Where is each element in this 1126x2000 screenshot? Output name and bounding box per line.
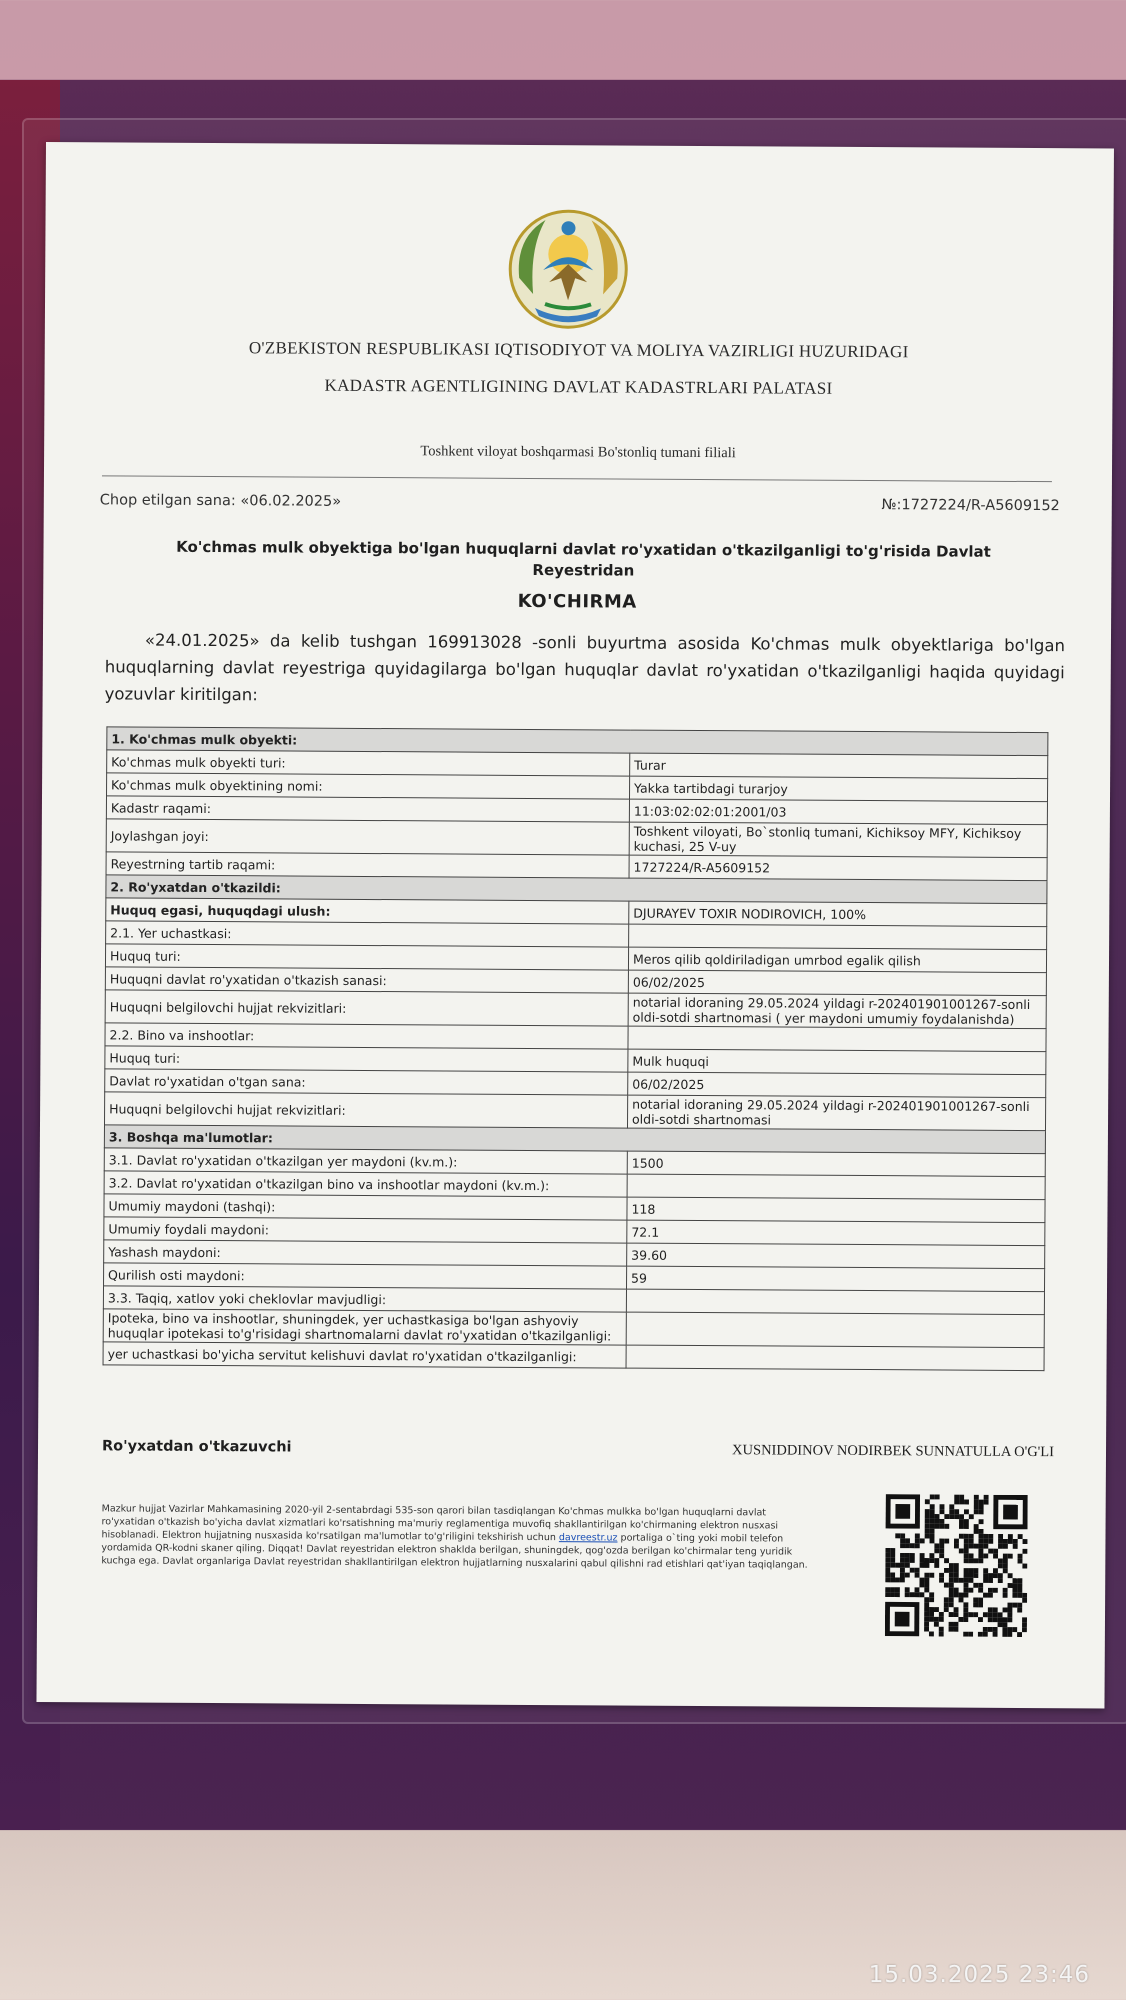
photo-timestamp: 15.03.2025 23:46 xyxy=(868,1962,1090,1988)
row-value: notarial idoraning 29.05.2024 yildagi r-202401901001267-sonli oldi-sotdi shartnomasi xyxy=(627,1095,1045,1131)
row-value: Toshkent viloyati, Bo`stonliq tumani, Kichiksoy MFY, Kichiksoy kuchasi, 25 V-uy xyxy=(629,822,1047,858)
row-value: 1727224/R-A5609152 xyxy=(629,855,1047,881)
state-emblem-icon xyxy=(505,208,632,331)
row-value xyxy=(627,1174,1045,1200)
row-label: 2.2. Bino va inshootlar: xyxy=(105,1023,628,1049)
branch-name: Toshkent viloyat boshqarmasi Bo'stonliq tumani filiali xyxy=(420,443,736,462)
row-value: Meros qilib qoldiriladigan umrbod egalik qilish xyxy=(628,947,1046,973)
intro-text: «24.01.2025» da kelib tushgan 169913028 -sonli buyurtma asosida Ko'chmas mulk obyektlariga bo'lgan huquqlarning davlat reyestriga quyidagilarga bo'lgan huquqlar davlat ro'yxatidan o'tkazilganligi haqida quyidagi yozuvlar kiritilgan: xyxy=(104,630,1065,705)
row-label: Joylashgan joyi: xyxy=(106,819,629,855)
row-label: Davlat ro'yxatidan o'tgan sana: xyxy=(105,1069,628,1095)
divider xyxy=(102,475,1052,482)
row-label: Umumiy maydoni (tashqi): xyxy=(104,1194,627,1220)
header-chamber: KADASTR AGENTLIGINING DAVLAT KADASTRLARI PALATASI xyxy=(324,375,833,398)
document-paper xyxy=(36,142,1114,1708)
signer-label: Ro'yxatdan o'tkazuvchi xyxy=(101,1438,292,1456)
row-label: Huquq egasi, huquqdagi ulush: xyxy=(106,898,629,924)
signer-name: XUSNIDDINOV NODIRBEK SUNNATULLA O'G'LI xyxy=(732,1442,1055,1461)
row-label: Umumiy foydali maydoni: xyxy=(104,1217,627,1243)
row-value xyxy=(626,1312,1044,1348)
row-label: Huquqni belgilovchi hujjat rekvizitlari: xyxy=(105,990,628,1026)
document-number: №:1727224/R-A5609152 xyxy=(881,497,1060,515)
intro-paragraph xyxy=(105,626,1065,713)
row-value: 06/02/2025 xyxy=(628,1072,1046,1098)
footer-text-2: portaliga o`ting yoki mobil telefon yordamida QR-kodni skaner qiling. Diqqat! Davlat reyestridan elektron shaklda berilgan, shuningdek, qog'ozda berilgan ko'chirmalar teng yuridik kuchga ega. Davlat organlariga Davlat reyestridan shakllantirilgan elektron hujjatlarning nusxalarini qabul qilishni rad etishlari qat'iyan taqiqlangan. xyxy=(101,1532,808,1571)
row-value xyxy=(628,1026,1046,1052)
document-title: Ko'chmas mulk obyektiga bo'lgan huquqlarni davlat ro'yxatidan o'tkazilganligi to'g'risida Davlat Reyestridan xyxy=(176,537,991,580)
row-value xyxy=(629,924,1047,950)
row-label: Ko'chmas mulk obyekti turi: xyxy=(107,750,630,776)
table-row xyxy=(103,1342,1044,1371)
row-label: Huquq turi: xyxy=(105,1046,628,1072)
row-label: 3.1. Davlat ro'yxatidan o'tkazilgan yer maydoni (kv.m.): xyxy=(104,1148,627,1174)
qr-code[interactable] xyxy=(885,1494,1028,1637)
row-label: Ipoteka, bino va inshootlar, shuningdek, yer uchastkasiga bo'lgan ashyoviy huquqlar ipotekasi to'g'risidagi shartnomalarni davlat ro'yxatidan o'tkazilganligi: xyxy=(103,1309,626,1345)
footer-text-1: Mazkur hujjat Vazirlar Mahkamasining 2020-yil 2-sentabrdagi 535-son qarori bilan tasdiqlangan Ko'chmas mulkka bo'lgan huquqlarni davlat ro'yxatidan o'tkazish bo'yicha davlat xizmatlari ko'rsatishning ma'muriy reglamentiga muvofiq shakllantirilgan ko'chirmaning elektron nusxasi hisoblanadi. Elektron hujjatning nusxasida ko'rsatilgan ma'lumotlar to'g'riligini tekshirish uchun xyxy=(101,1503,779,1544)
row-label: Yashash maydoni: xyxy=(104,1240,627,1266)
row-value: DJURAYEV TOXIR NODIROVICH, 100% xyxy=(629,901,1047,927)
row-label: 2.1. Yer uchastkasi: xyxy=(106,921,629,947)
row-label: Huquqni belgilovchi hujjat rekvizitlari: xyxy=(104,1092,627,1128)
row-label: Kadastr raqami: xyxy=(106,796,629,822)
section-heading: 2. Ro'yxatdan o'tkazildi: xyxy=(106,875,1047,904)
section-heading: 3. Boshqa ma'lumotlar: xyxy=(104,1125,1045,1154)
row-value: 11:03:02:02:01:2001/03 xyxy=(629,799,1047,825)
row-value: 1500 xyxy=(627,1151,1045,1177)
row-value: Yakka tartibdagi turarjoy xyxy=(629,776,1047,802)
row-value: 72.1 xyxy=(627,1220,1045,1246)
row-value: Mulk huquqi xyxy=(628,1049,1046,1075)
row-value: 39.60 xyxy=(627,1243,1045,1269)
row-label: Huquqni davlat ro'yxatidan o'tkazish sanasi: xyxy=(105,967,628,993)
footer-note xyxy=(101,1502,811,1571)
print-date: Chop etilgan sana: «06.02.2025» xyxy=(99,492,342,510)
row-label: Huquq turi: xyxy=(105,944,628,970)
row-label: Ko'chmas mulk obyektining nomi: xyxy=(107,773,630,799)
row-value: Turar xyxy=(630,753,1048,779)
document-subtitle: KO'CHIRMA xyxy=(517,590,637,613)
row-value xyxy=(626,1289,1044,1315)
row-value xyxy=(626,1345,1044,1371)
row-value: 06/02/2025 xyxy=(628,970,1046,996)
row-value: 59 xyxy=(627,1266,1045,1292)
section-heading: 1. Ko'chmas mulk obyekti: xyxy=(107,727,1048,756)
row-value: 118 xyxy=(627,1197,1045,1223)
row-label: Reyestrning tartib raqami: xyxy=(106,852,629,878)
header-ministry: O'ZBEKISTON RESPUBLIKASI IQTISODIYOT VA MOLIYA VAZIRLIGI HUZURIDAGI xyxy=(248,338,909,362)
portal-link[interactable]: davreestr.uz xyxy=(558,1532,618,1544)
row-label: yer uchastkasi bo'yicha servitut kelishuvi davlat ro'yxatidan o'tkazilganligi: xyxy=(103,1342,626,1368)
row-label: 3.3. Taqiq, xatlov yoki cheklovlar mavjudligi: xyxy=(103,1286,626,1312)
registry-table xyxy=(103,726,1049,1371)
row-value: notarial idoraning 29.05.2024 yildagi r-202401901001267-sonli oldi-sotdi shartnomasi ( yer maydoni umumiy foydalanishda) xyxy=(628,993,1046,1029)
row-label: Qurilish osti maydoni: xyxy=(104,1263,627,1289)
row-label: 3.2. Davlat ro'yxatidan o'tkazilgan bino va inshootlar maydoni (kv.m.): xyxy=(104,1171,627,1197)
